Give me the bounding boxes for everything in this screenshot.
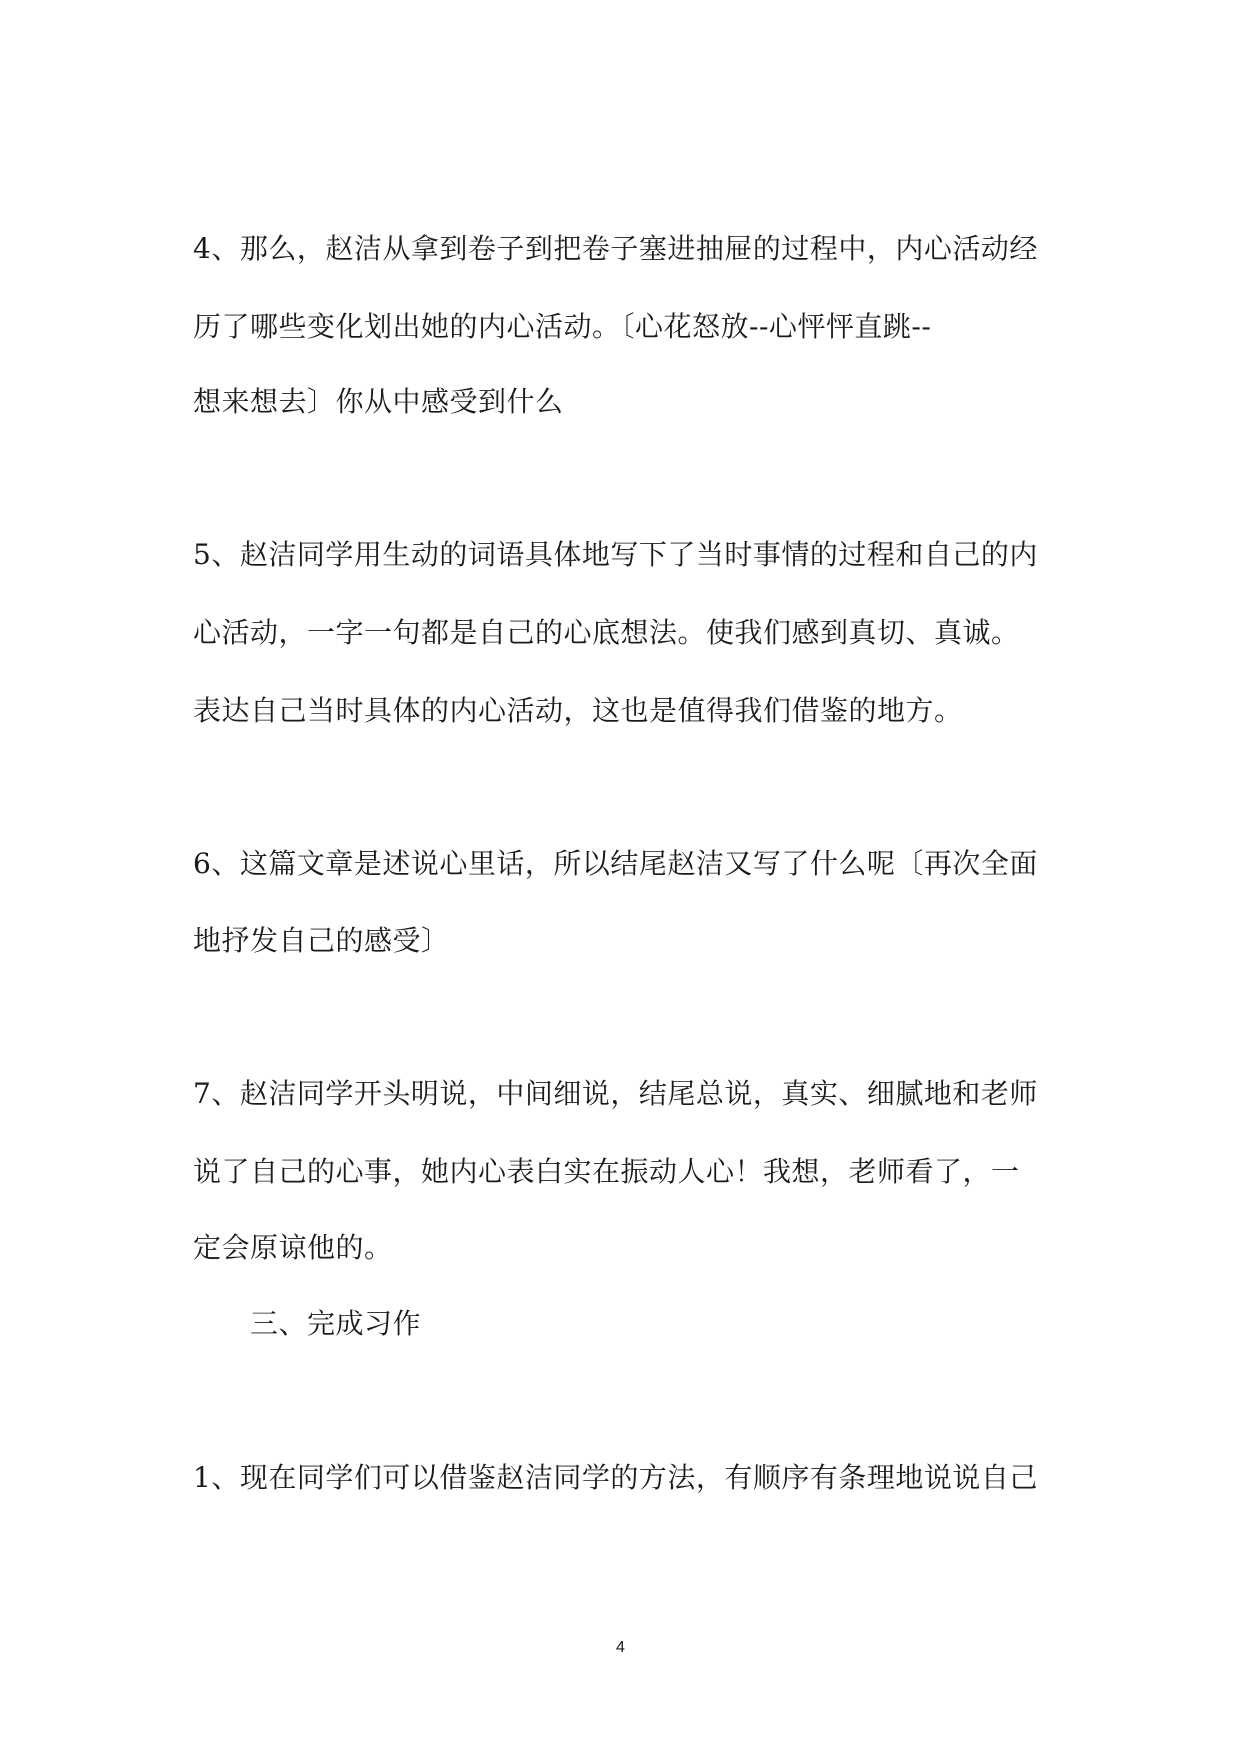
paragraph-5-line-3: 表达自己当时具体的内心活动，这也是值得我们借鉴的地方。 xyxy=(193,694,963,727)
paragraph-7-line-2: 说了自己的心事，她内心表白实在振动人心！我想，老师看了，一 xyxy=(193,1155,1020,1188)
page-number: 4 xyxy=(616,1639,625,1656)
paragraph-4-line-2: 历了哪些变化划出她的内心活动。〔心花怒放--心怦怦直跳-- xyxy=(193,310,932,343)
paragraph-7-line-3: 定会原谅他的。 xyxy=(193,1231,393,1264)
paragraph-7-line-1: 7、赵洁同学开头明说，中间细说，结尾总说，真实、细腻地和老师 xyxy=(193,1077,1038,1110)
paragraph-4-line-3: 想来想去〕你从中感受到什么 xyxy=(193,385,564,418)
paragraph-6-line-1: 6、这篇文章是述说心里话，所以结尾赵洁又写了什么呢〔再次全面 xyxy=(193,847,1038,880)
paragraph-5-line-2: 心活动，一字一句都是自己的心底想法。使我们感到真切、真诚。 xyxy=(193,616,1020,649)
paragraph-4-line-1: 4、那么，赵洁从拿到卷子到把卷子塞进抽屉的过程中，内心活动经 xyxy=(193,232,1038,265)
paragraph-6-line-2: 地抒发自己的感受〕 xyxy=(193,924,450,957)
paragraph-5-line-1: 5、赵洁同学用生动的词语具体地写下了当时事情的过程和自己的内 xyxy=(193,538,1038,571)
paragraph-1-line-1: 1、现在同学们可以借鉴赵洁同学的方法，有顺序有条理地说说自己 xyxy=(193,1461,1038,1494)
section-heading: 三、完成习作 xyxy=(250,1307,422,1340)
